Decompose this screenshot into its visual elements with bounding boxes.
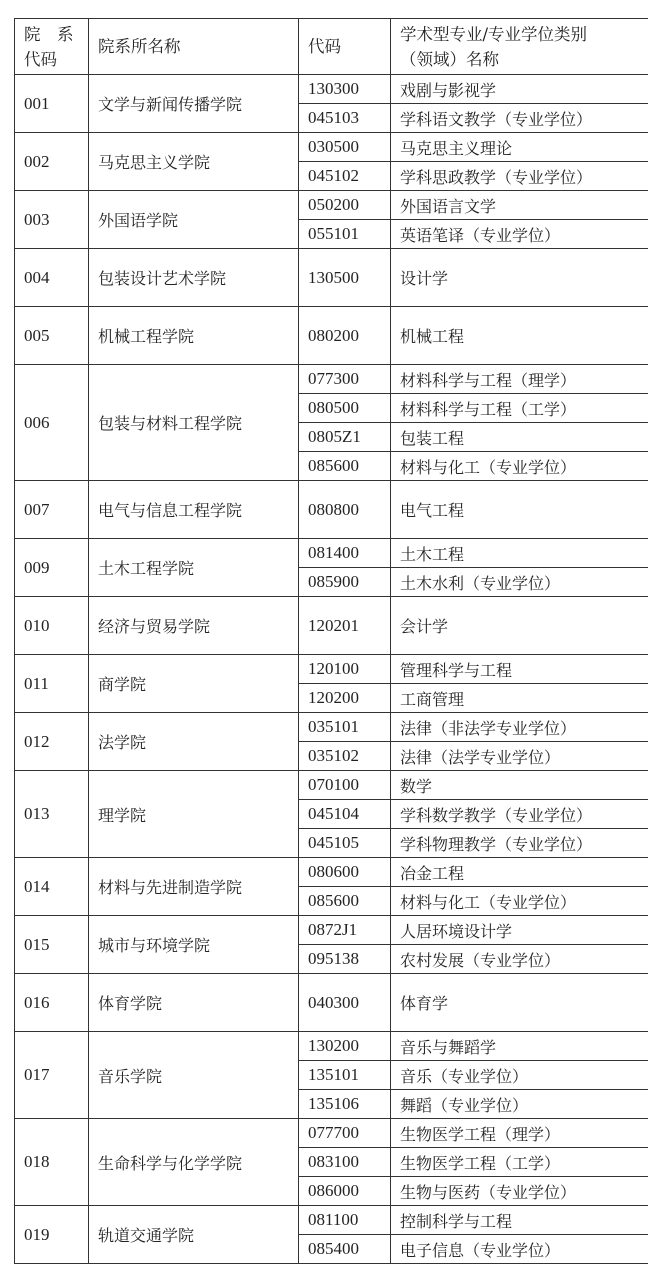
major-code: 083100: [299, 1148, 391, 1177]
dept-name: 外国语学院: [89, 191, 299, 249]
major-name: 音乐（专业学位）: [391, 1061, 648, 1090]
major-name: 农村发展（专业学位）: [391, 945, 648, 974]
dept-code: 007: [15, 481, 89, 539]
dept-code: 017: [15, 1032, 89, 1119]
dept-code: 004: [15, 249, 89, 307]
major-name: 学科数学教学（专业学位）: [391, 800, 648, 829]
table-row: [15, 75, 648, 104]
dept-name: 轨道交通学院: [89, 1206, 299, 1264]
major-name: 学科物理教学（专业学位）: [391, 829, 648, 858]
table-row: [15, 481, 648, 539]
major-name: 体育学: [391, 974, 648, 1032]
table-row: [15, 655, 648, 684]
major-code: 095138: [299, 945, 391, 974]
major-code: 080200: [299, 307, 391, 365]
major-code: 135106: [299, 1090, 391, 1119]
major-code: 080600: [299, 858, 391, 887]
dept-name: 法学院: [89, 713, 299, 771]
major-code: 080800: [299, 481, 391, 539]
dept-name: 城市与环境学院: [89, 916, 299, 974]
major-name: 电气工程: [391, 481, 648, 539]
dept-name: 经济与贸易学院: [89, 597, 299, 655]
table-row: [15, 1206, 648, 1235]
major-code: 0872J1: [299, 916, 391, 945]
dept-name: 生命科学与化学学院: [89, 1119, 299, 1206]
major-name: 电子信息（专业学位）: [391, 1235, 648, 1264]
major-name: 法律（法学专业学位）: [391, 742, 648, 771]
major-name: 会计学: [391, 597, 648, 655]
dept-code: 015: [15, 916, 89, 974]
major-name: 工商管理: [391, 684, 648, 713]
dept-code: 013: [15, 771, 89, 858]
major-code: 081400: [299, 539, 391, 568]
major-code: 120100: [299, 655, 391, 684]
major-name: 包装工程: [391, 423, 648, 452]
table-body: [15, 75, 648, 1264]
major-name: 音乐与舞蹈学: [391, 1032, 648, 1061]
major-name: 数学: [391, 771, 648, 800]
major-name: 舞蹈（专业学位）: [391, 1090, 648, 1119]
major-code: 0805Z1: [299, 423, 391, 452]
major-code: 130500: [299, 249, 391, 307]
major-code: 120201: [299, 597, 391, 655]
dept-code: 012: [15, 713, 89, 771]
dept-name: 电气与信息工程学院: [89, 481, 299, 539]
major-code: 085900: [299, 568, 391, 597]
table-row: [15, 539, 648, 568]
dept-code: 011: [15, 655, 89, 713]
major-name: 戏剧与影视学: [391, 75, 648, 104]
major-name: 外国语言文学: [391, 191, 648, 220]
table-row: [15, 191, 648, 220]
dept-name: 马克思主义学院: [89, 133, 299, 191]
major-code: 120200: [299, 684, 391, 713]
major-code: 055101: [299, 220, 391, 249]
major-name: 机械工程: [391, 307, 648, 365]
header-code: 代码: [299, 19, 391, 75]
major-code: 077300: [299, 365, 391, 394]
dept-code: 003: [15, 191, 89, 249]
major-name: 材料与化工（专业学位）: [391, 887, 648, 916]
major-name: 材料科学与工程（理学）: [391, 365, 648, 394]
major-name: 管理科学与工程: [391, 655, 648, 684]
major-code: 050200: [299, 191, 391, 220]
major-name: 英语笔译（专业学位）: [391, 220, 648, 249]
major-code: 035102: [299, 742, 391, 771]
dept-code: 009: [15, 539, 89, 597]
major-code: 085600: [299, 887, 391, 916]
major-name: 土木水利（专业学位）: [391, 568, 648, 597]
header-dept-code: 院 系 代码: [15, 19, 89, 75]
dept-name: 理学院: [89, 771, 299, 858]
dept-code: 018: [15, 1119, 89, 1206]
major-code: 130200: [299, 1032, 391, 1061]
major-name: 生物与医药（专业学位）: [391, 1177, 648, 1206]
table-row: [15, 597, 648, 655]
major-name: 生物医学工程（理学）: [391, 1119, 648, 1148]
dept-name: 包装设计艺术学院: [89, 249, 299, 307]
major-name: 材料科学与工程（工学）: [391, 394, 648, 423]
table-row: [15, 1032, 648, 1061]
table-row: [15, 858, 648, 887]
dept-name: 机械工程学院: [89, 307, 299, 365]
table-row: [15, 713, 648, 742]
header-dept-name: 院系所名称: [89, 19, 299, 75]
major-code: 040300: [299, 974, 391, 1032]
major-name: 控制科学与工程: [391, 1206, 648, 1235]
major-code: 135101: [299, 1061, 391, 1090]
dept-code: 002: [15, 133, 89, 191]
major-code: 085400: [299, 1235, 391, 1264]
major-name: 土木工程: [391, 539, 648, 568]
table-row: [15, 974, 648, 1032]
major-code: 070100: [299, 771, 391, 800]
table-row: [15, 916, 648, 945]
dept-name: 文学与新闻传播学院: [89, 75, 299, 133]
major-name: 学科语文教学（专业学位）: [391, 104, 648, 133]
major-name: 马克思主义理论: [391, 133, 648, 162]
major-code: 045103: [299, 104, 391, 133]
dept-code: 014: [15, 858, 89, 916]
major-code: 030500: [299, 133, 391, 162]
major-code: 086000: [299, 1177, 391, 1206]
major-code: 085600: [299, 452, 391, 481]
major-code: 045104: [299, 800, 391, 829]
major-name: 设计学: [391, 249, 648, 307]
table-row: [15, 1119, 648, 1148]
dept-code: 016: [15, 974, 89, 1032]
major-name: 法律（非法学专业学位）: [391, 713, 648, 742]
dept-name: 音乐学院: [89, 1032, 299, 1119]
major-name: 生物医学工程（工学）: [391, 1148, 648, 1177]
header-major: 学术型专业/专业学位类别 （领域）名称: [391, 19, 648, 75]
major-code: 035101: [299, 713, 391, 742]
major-name: 材料与化工（专业学位）: [391, 452, 648, 481]
dept-code: 019: [15, 1206, 89, 1264]
table-row: [15, 307, 648, 365]
table-row: [15, 133, 648, 162]
table-row: [15, 249, 648, 307]
major-name: 人居环境设计学: [391, 916, 648, 945]
major-code: 077700: [299, 1119, 391, 1148]
table-row: [15, 771, 648, 800]
major-code: 130300: [299, 75, 391, 104]
major-code: 081100: [299, 1206, 391, 1235]
dept-name: 包装与材料工程学院: [89, 365, 299, 481]
dept-name: 土木工程学院: [89, 539, 299, 597]
dept-code: 005: [15, 307, 89, 365]
major-code: 045105: [299, 829, 391, 858]
dept-code: 001: [15, 75, 89, 133]
dept-name: 材料与先进制造学院: [89, 858, 299, 916]
header-row: [15, 19, 648, 75]
dept-code: 010: [15, 597, 89, 655]
major-name: 冶金工程: [391, 858, 648, 887]
department-majors-table: [14, 18, 648, 1264]
table-row: [15, 365, 648, 394]
dept-name: 商学院: [89, 655, 299, 713]
major-code: 045102: [299, 162, 391, 191]
dept-name: 体育学院: [89, 974, 299, 1032]
dept-code: 006: [15, 365, 89, 481]
major-name: 学科思政教学（专业学位）: [391, 162, 648, 191]
major-code: 080500: [299, 394, 391, 423]
